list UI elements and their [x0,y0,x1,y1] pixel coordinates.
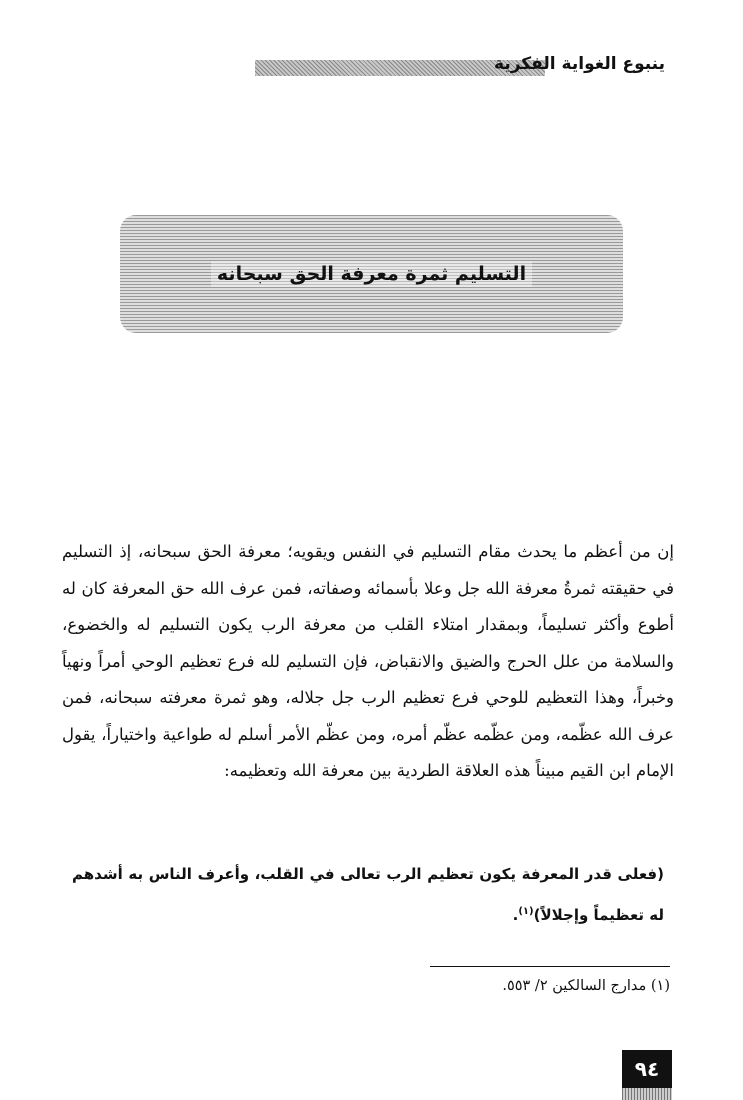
page-number: ٩٤ [622,1050,672,1088]
running-title: ينبوع الغواية الفكرية [494,54,665,74]
page-number-strip [622,1088,672,1100]
body-paragraph: إن من أعظم ما يحدث مقام التسليم في النفس ويقويه؛ معرفة الحق سبحانه، إذ التسليم في حقيقته ثمرةُ معرفة الله جل وعلا بأسمائه وصفاته، فمن عرف الله حق المعرفة كان له أطوع وأكثر تسليماً، وبمقدار امتلاء القلب من معرفة الرب يكون التسليم له والخضوع، والسلامة من علل الحرج والضيق والانقباض، فإن التسليم لله فرع تعظيم الوحي أمراً ونهياً وخبراً، وهذا التعظيم للوحي فرع تعظيم الرب جل جلاله، وهو ثمرة معرفته سبحانه، فمن عرف الله عظّمه، ومن عظّمه عظّم أمره، ومن عظّم الأمر أسلم له طواعية واختياراً، يقول الإمام ابن القيم مبيناً هذه العلاقة الطردية بين معرفة الله وتعظيمه: [62,542,674,780]
running-header [255,54,665,80]
quote-block [72,855,664,934]
footnote-divider [430,966,670,967]
body-paragraph-block [62,534,674,790]
footnote-marker: (١) [518,906,534,917]
quote-text: (فعلى قدر المعرفة يكون تعظيم الرب تعالى في القلب، وأعرف الناس به أشدهم له تعظيماً وإجلالاً) [72,865,664,924]
footnote: (١) مدارج السالكين ٢/ ٥٥٣. [502,978,670,994]
quote-end: . [512,906,519,924]
quote-paragraph [72,855,664,934]
section-title: التسليم ثمرة معرفة الحق سبحانه [211,261,532,287]
section-title-box [120,215,623,333]
